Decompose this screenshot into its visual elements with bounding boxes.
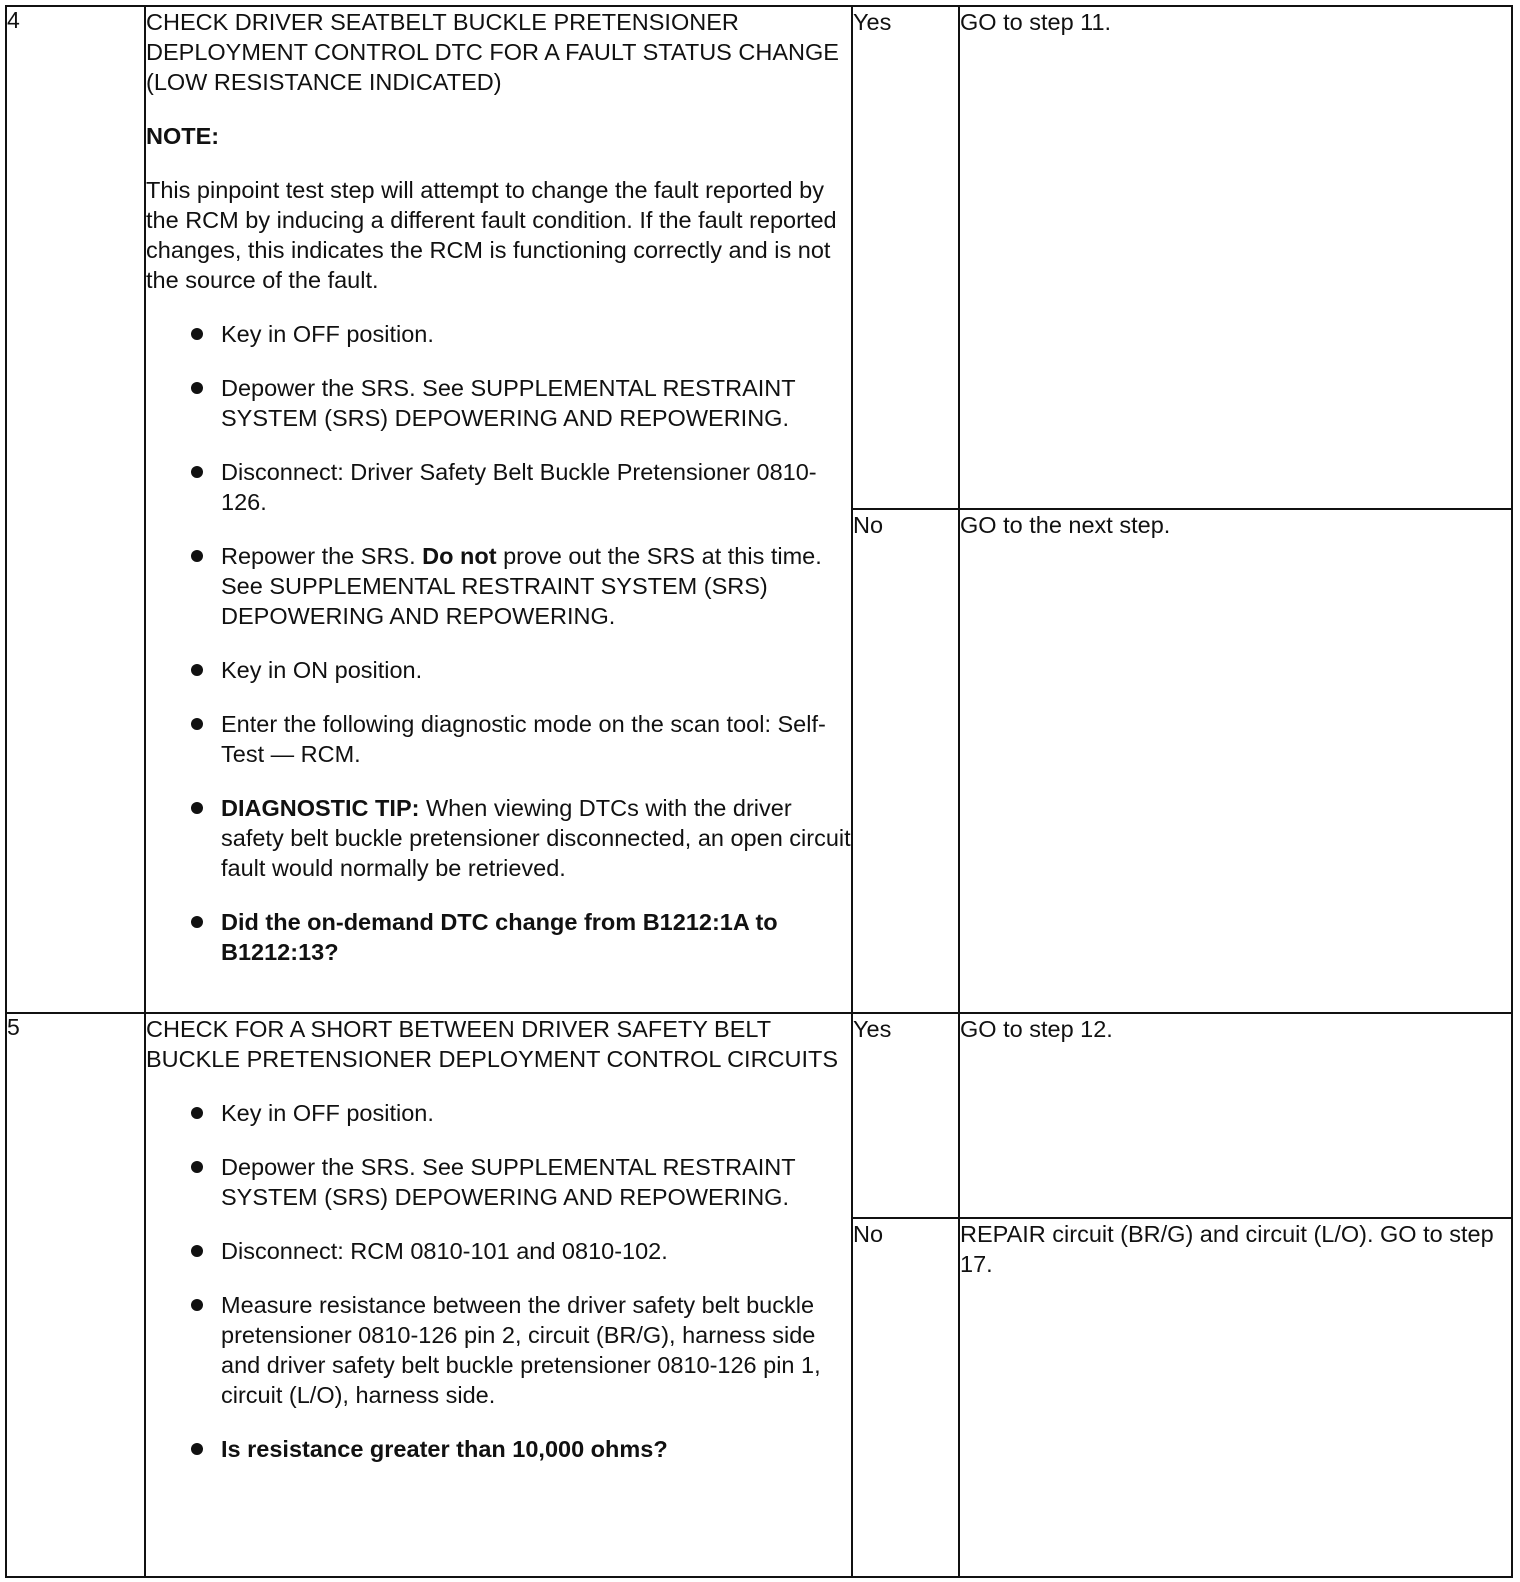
step-bullet-list [146,319,851,967]
step-row-4 [6,6,1512,509]
bullet-question: Did the on-demand DTC change from B1212:1A to B1212:13? [221,909,778,965]
bullet-text: Measure resistance between the driver safety belt buckle pretensioner 0810-126 pin 2, circuit (BR/G), harness side and driver safety belt buckle pretensioner 0810-126 pin 1, circuit (L/O), harness side. [221,1291,821,1408]
bullet-text: Depower the SRS. See SUPPLEMENTAL RESTRAINT SYSTEM (SRS) DEPOWERING AND REPOWERING. [221,1153,796,1210]
bullet-text-bold: Do not [422,543,497,569]
bullet-item [191,793,851,883]
bullet-text: Key in OFF position. [221,321,434,347]
bullet-icon [191,802,203,814]
step-bullet-list [146,1098,851,1464]
bullet-item [191,655,851,685]
step-title: CHECK DRIVER SEATBELT BUCKLE PRETENSIONER DEPLOYMENT CONTROL DTC FOR A FAULT STATUS CHANGE (LOW RESISTANCE INDICATED) [146,9,839,95]
bullet-icon [191,382,203,394]
bullet-item [191,457,851,517]
bullet-item [191,1098,851,1128]
pinpoint-test-table [5,5,1513,1578]
result-yes-label: Yes [852,1013,959,1219]
note-label: NOTE: [146,123,220,149]
step-number: 4 [6,6,145,1013]
bullet-icon [191,664,203,676]
bullet-text-post: prove out the SRS at this time. See SUPPLEMENTAL RESTRAINT SYSTEM (SRS) DEPOWERING AND REPOWERING. [221,543,822,629]
bullet-icon [191,328,203,340]
bullet-item [191,373,851,433]
bullet-icon [191,1443,203,1455]
bullet-item [191,1152,851,1212]
step-action-cell [145,1013,852,1577]
bullet-text: Enter the following diagnostic mode on the scan tool: Self-Test — RCM. [221,711,826,767]
bullet-item [191,907,851,967]
bullet-text: Depower the SRS. See SUPPLEMENTAL RESTRAINT SYSTEM (SRS) DEPOWERING AND REPOWERING. [221,375,796,431]
result-yes-label: Yes [852,6,959,509]
bullet-item [191,1434,851,1464]
bullet-icon [191,466,203,478]
step-title: CHECK FOR A SHORT BETWEEN DRIVER SAFETY BELT BUCKLE PRETENSIONER DEPLOYMENT CONTROL CIRCUITS [146,1015,839,1072]
bullet-item [191,319,851,349]
bullet-icon [191,550,203,562]
bullet-text: Disconnect: RCM 0810-101 and 0810-102. [221,1237,668,1264]
bullet-text: Disconnect: Driver Safety Belt Buckle Pretensioner 0810-126. [221,459,817,515]
step-row-5 [6,1013,1512,1219]
bullet-icon [191,1299,203,1311]
bullet-icon [191,1107,203,1119]
bullet-item [191,709,851,769]
bullet-icon [191,916,203,928]
bullet-question: Is resistance greater than 10,000 ohms? [221,1435,668,1462]
diagnostic-tip-label: DIAGNOSTIC TIP: [221,795,420,821]
bullet-text-pre: Repower the SRS. [221,543,423,569]
step-number: 5 [6,1013,145,1577]
result-no-action: GO to the next step. [959,509,1512,1012]
result-no-label: No [852,509,959,1012]
bullet-item [191,1236,851,1266]
result-yes-action: GO to step 12. [959,1013,1512,1219]
bullet-text-post: When viewing DTCs with the driver safety belt buckle pretensioner disconnected, an open circuit fault would normally be retrieved. [221,795,851,881]
step-action-cell [145,6,852,1013]
bullet-text: Key in OFF position. [221,1099,434,1126]
bullet-icon [191,718,203,730]
bullet-item [191,541,851,631]
bullet-icon [191,1161,203,1173]
note-text: This pinpoint test step will attempt to change the fault reported by the RCM by inducing a different fault condition. If the fault reported changes, this indicates the RCM is functioning correctly and is not the source of the fault. [146,177,837,293]
result-no-label: No [852,1218,959,1577]
result-no-action: REPAIR circuit (BR/G) and circuit (L/O). GO to step 17. [959,1218,1512,1577]
result-yes-action: GO to step 11. [959,6,1512,509]
bullet-icon [191,1245,203,1257]
bullet-text: Key in ON position. [221,657,423,683]
bullet-item [191,1290,851,1410]
